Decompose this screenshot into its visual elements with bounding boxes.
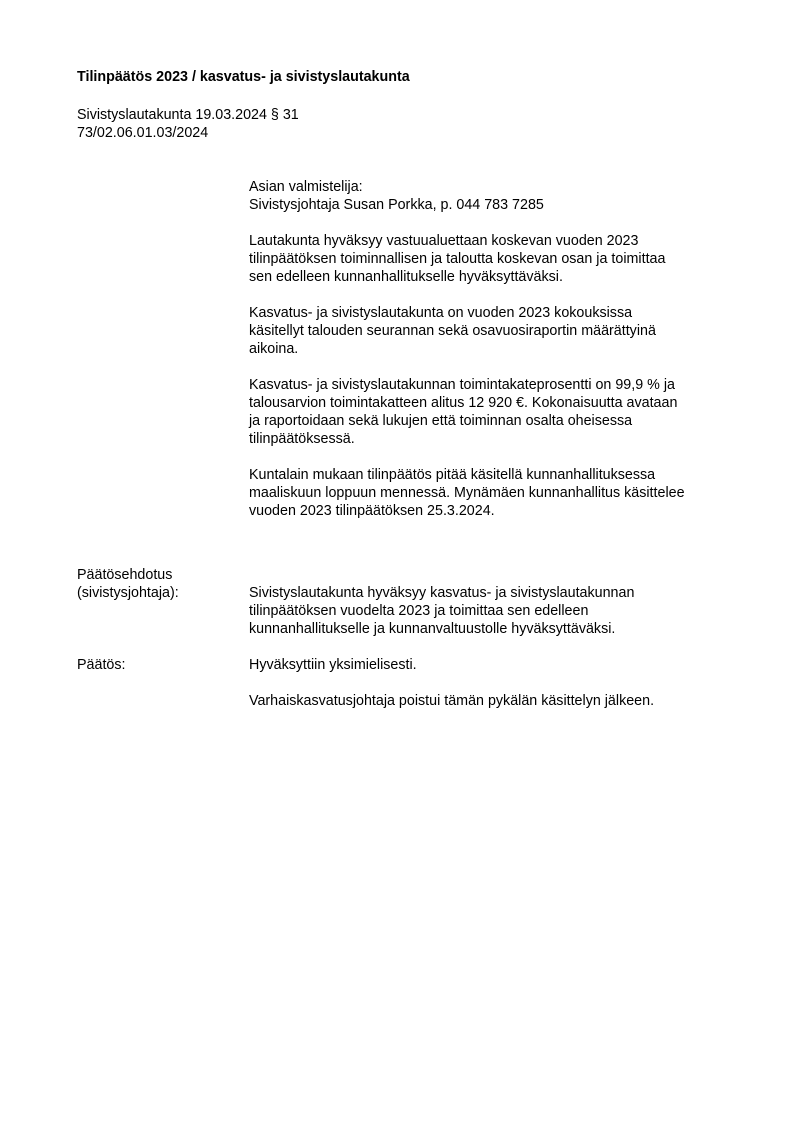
- paragraph: [249, 466, 749, 520]
- paragraph-line: Kuntalain mukaan tilinpäätös pitää käsitellä kunnanhallituksessa: [249, 467, 656, 483]
- document-meta: [77, 106, 299, 142]
- record-number: 73/02.06.01.03/2024: [77, 125, 209, 141]
- decision-line: Hyväksyttiin yksimielisesti.: [249, 657, 417, 673]
- spacer: [249, 674, 654, 692]
- preparer-label: Asian valmistelija:: [249, 179, 363, 195]
- paragraph-line: käsitellyt talouden seurannan sekä osavuosiraportin määrättyinä: [249, 323, 656, 339]
- paragraph-line: Lautakunta hyväksyy vastuualuettaan koskevan vuoden 2023: [249, 233, 639, 249]
- paragraph-line: aikoina.: [249, 341, 299, 357]
- proposal-label-line: (sivistysjohtaja):: [77, 585, 179, 601]
- paragraph: [249, 304, 749, 358]
- paragraph-line: sen edelleen kunnanhallitukselle hyväksyttäväksi.: [249, 269, 563, 285]
- proposal-label: [77, 566, 179, 602]
- meeting-line: Sivistyslautakunta 19.03.2024 § 31: [77, 107, 299, 123]
- proposal-text: [249, 584, 634, 638]
- paragraph-line: maaliskuun loppuun mennessä. Mynämäen kunnanhallitus käsittelee: [249, 485, 685, 501]
- proposal-label-line: Päätösehdotus: [77, 567, 173, 583]
- paragraph-line: vuoden 2023 tilinpäätöksen 25.3.2024.: [249, 503, 495, 519]
- paragraph-line: ja raportoidaan sekä lukujen että toiminnan osalta oheisessa: [249, 413, 633, 429]
- document-title: Tilinpäätös 2023 / kasvatus- ja sivistyslautakunta: [77, 69, 410, 85]
- preparer-name: Sivistysjohtaja Susan Porkka, p. 044 783 7285: [249, 197, 544, 213]
- paragraph: [249, 376, 749, 448]
- case-body: [249, 178, 749, 538]
- decision-note: Varhaiskasvatusjohtaja poistui tämän pykälän käsittelyn jälkeen.: [249, 693, 655, 709]
- proposal-line: tilinpäätöksen vuodelta 2023 ja toimittaa sen edelleen: [249, 603, 589, 619]
- preparer-block: [249, 178, 749, 214]
- decision-text: [249, 656, 654, 710]
- paragraph-line: Kasvatus- ja sivistyslautakunnan toimintakateprosentti on 99,9 % ja: [249, 377, 675, 393]
- proposal-line: Sivistyslautakunta hyväksyy kasvatus- ja sivistyslautakunnan: [249, 585, 635, 601]
- decision-label: Päätös:: [77, 657, 126, 673]
- paragraph-line: tilinpäätöksessä.: [249, 431, 355, 447]
- paragraph: [249, 232, 749, 286]
- paragraph-line: tilinpäätöksen toiminnallisen ja taloutta koskevan osan ja toimittaa: [249, 251, 666, 267]
- proposal-line: kunnanhallitukselle ja kunnanvaltuustolle hyväksyttäväksi.: [249, 621, 616, 637]
- paragraph-line: talousarvion toimintakatteen alitus 12 920 €. Kokonaisuutta avataan: [249, 395, 678, 411]
- paragraph-line: Kasvatus- ja sivistyslautakunta on vuoden 2023 kokouksissa: [249, 305, 633, 321]
